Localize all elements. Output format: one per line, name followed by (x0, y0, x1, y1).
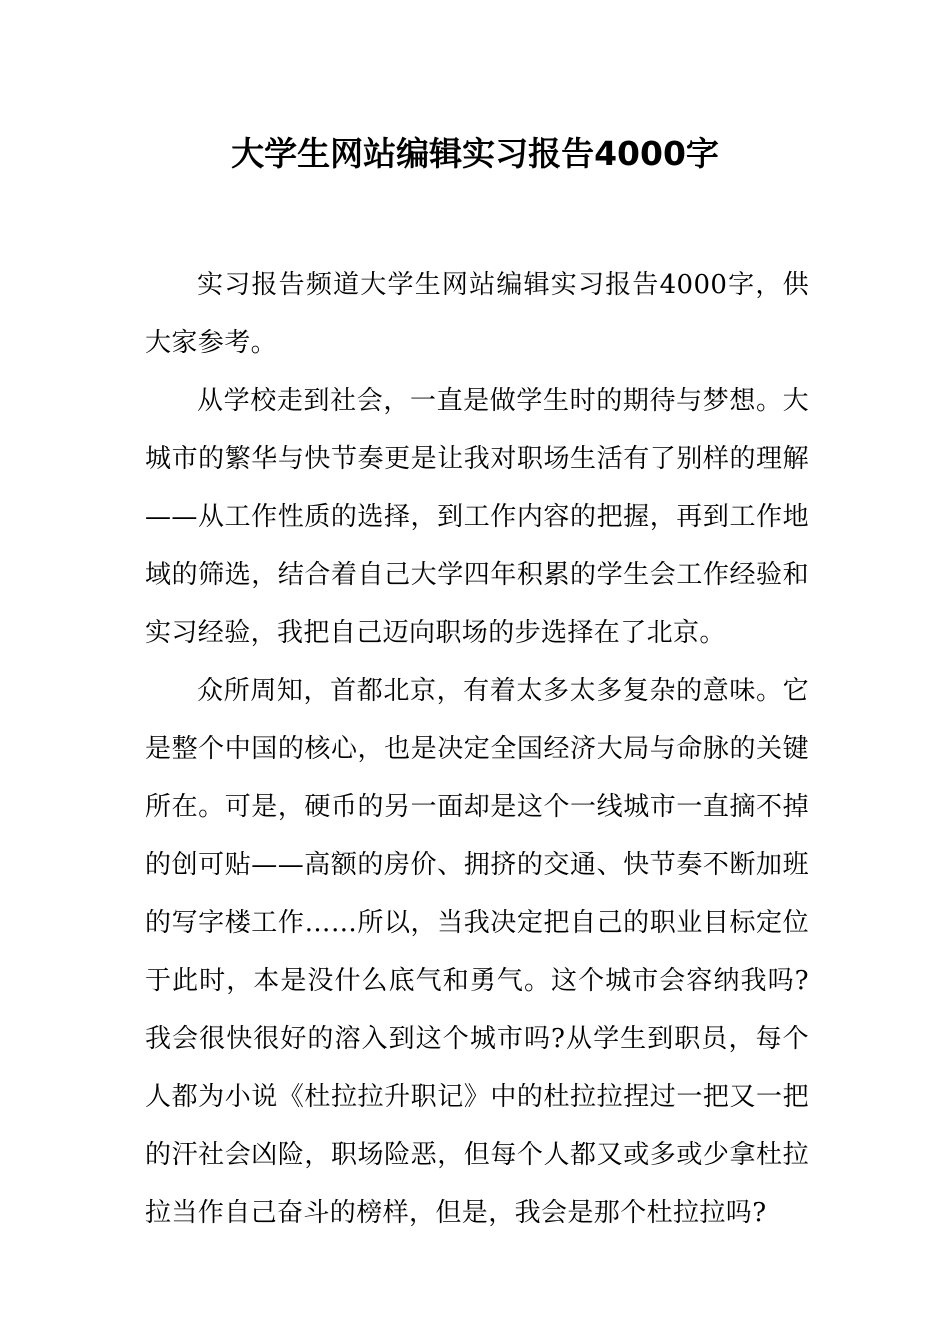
paragraph-beijing: 众所周知，首都北京，有着太多太多复杂的意味。它是整个中国的核心，也是决定全国经济大局与命脉的关键所在。可是，硬币的另一面却是这个一线城市一直摘不掉的创可贴——高额的房价、拥挤的交通、快节奏不断加班的写字楼工作……所以，当我决定把自己的职业目标定位于此时，本是没什么底气和勇气。这个城市会容纳我吗?我会很快很好的溶入到这个城市吗?从学生到职员，每个人都为小说《杜拉拉升职记》中的杜拉拉捏过一把又一把的汗社会凶险，职场险恶，但每个人都又或多或少拿杜拉拉当作自己奋斗的榜样，但是，我会是那个杜拉拉吗? (145, 676, 809, 1228)
document-title: 大学生网站编辑实习报告4000字 (231, 134, 719, 173)
paragraph-intro: 实习报告频道大学生网站编辑实习报告4000字，供大家参考。 (145, 270, 809, 358)
paragraph-school-to-society: 从学校走到社会，一直是做学生时的期待与梦想。大城市的繁华与快节奏更是让我对职场生活有了别样的理解——从工作性质的选择，到工作内容的把握，再到工作地域的筛选，结合着自己大学四年积累的学生会工作经验和实习经验，我把自己迈向职场的步选择在了北京。 (145, 386, 809, 648)
document-body (145, 256, 809, 1242)
